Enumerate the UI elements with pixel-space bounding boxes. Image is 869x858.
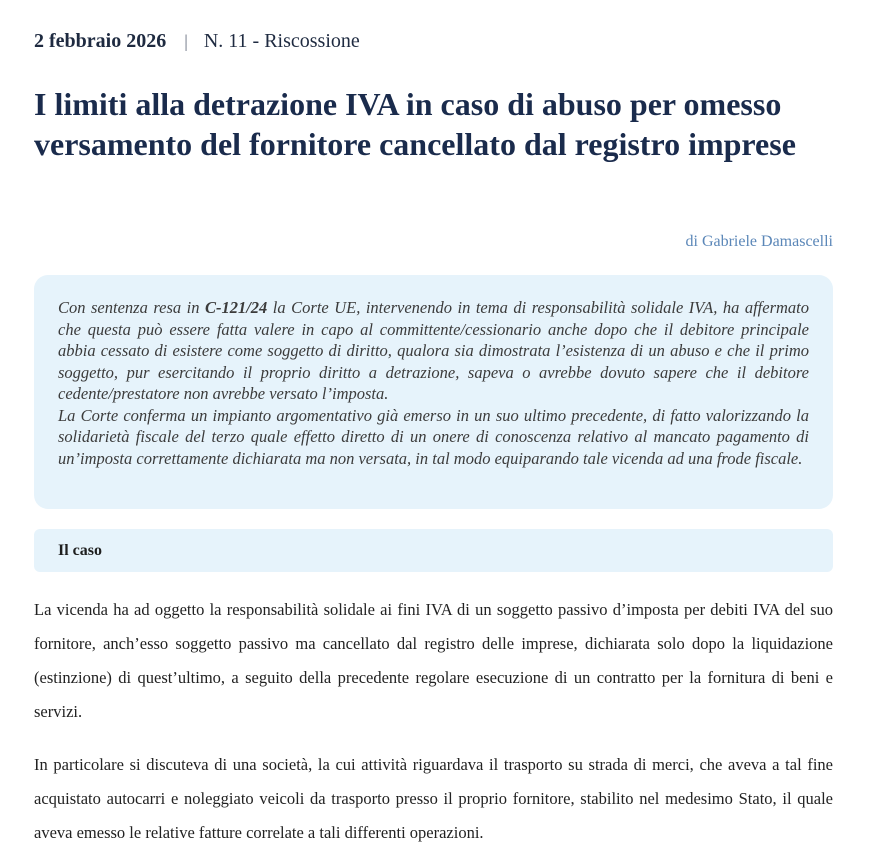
article-title: I limiti alla detrazione IVA in caso di abuso per omesso versamento del fornitore cancellato dal registro imprese [34, 86, 796, 162]
abstract-box [34, 275, 833, 509]
abstract-paragraph [58, 297, 809, 405]
abstract-paragraph: La Corte conferma un impianto argomentativo già emerso in un suo ultimo precedente, di fatto valorizzando la solidarietà fiscale del terzo quale effetto diretto di un onere di conoscenza relativo al mancato pagamento di un’imposta correttamente dichiarata ma non versata, in tal modo equiparando tale vicenda ad una frode fiscale. [58, 405, 809, 468]
issue-number: N. 11 - Riscossione [203, 30, 360, 52]
section-heading: Il caso [34, 529, 833, 572]
meta-separator: | [184, 31, 188, 51]
abstract-text: Con sentenza resa in [58, 298, 205, 317]
body-paragraph: In particolare si discuteva di una società, la cui attività riguardava il trasporto su strada di merci, che aveva a tal fine acquistato autocarri e noleggiato veicoli da trasporto presso il proprio fornitore, stabilito nel medesimo Stato, il quale aveva emesso le relative fatture correlate a tali differenti operazioni. [34, 755, 833, 842]
publication-date: 2 febbraio 2026 [34, 30, 167, 52]
article-meta [34, 30, 360, 53]
case-reference: C-121/24 [204, 298, 268, 317]
article-author[interactable]: di Gabriele Damascelli [685, 233, 833, 250]
abstract-text: la Corte UE, intervenendo in tema di responsabilità solidale IVA, ha affermato che questa può essere fatta valere in capo al committente/cessionario anche dopo che il debitore principale abbia cessato di esistere come soggetto di diritto, qualora sia dimostrata l’esistenza di un abuso e che il primo soggetto, pur esercitando il proprio diritto a detrazione, sapeva o avrebbe dovuto sapere che il debitore cedente/prestatore non avrebbe versato l’imposta. [58, 298, 809, 403]
body-paragraph: La vicenda ha ad oggetto la responsabilità solidale ai fini IVA di un soggetto passivo d’imposta per debiti IVA del suo fornitore, anch’esso soggetto passivo ma cancellato dal registro delle imprese, dichiarata solo dopo la liquidazione (estinzione) di quest’ultimo, a seguito della precedente regolare esecuzione di un contratto per la fornitura di beni e servizi. [34, 600, 833, 721]
